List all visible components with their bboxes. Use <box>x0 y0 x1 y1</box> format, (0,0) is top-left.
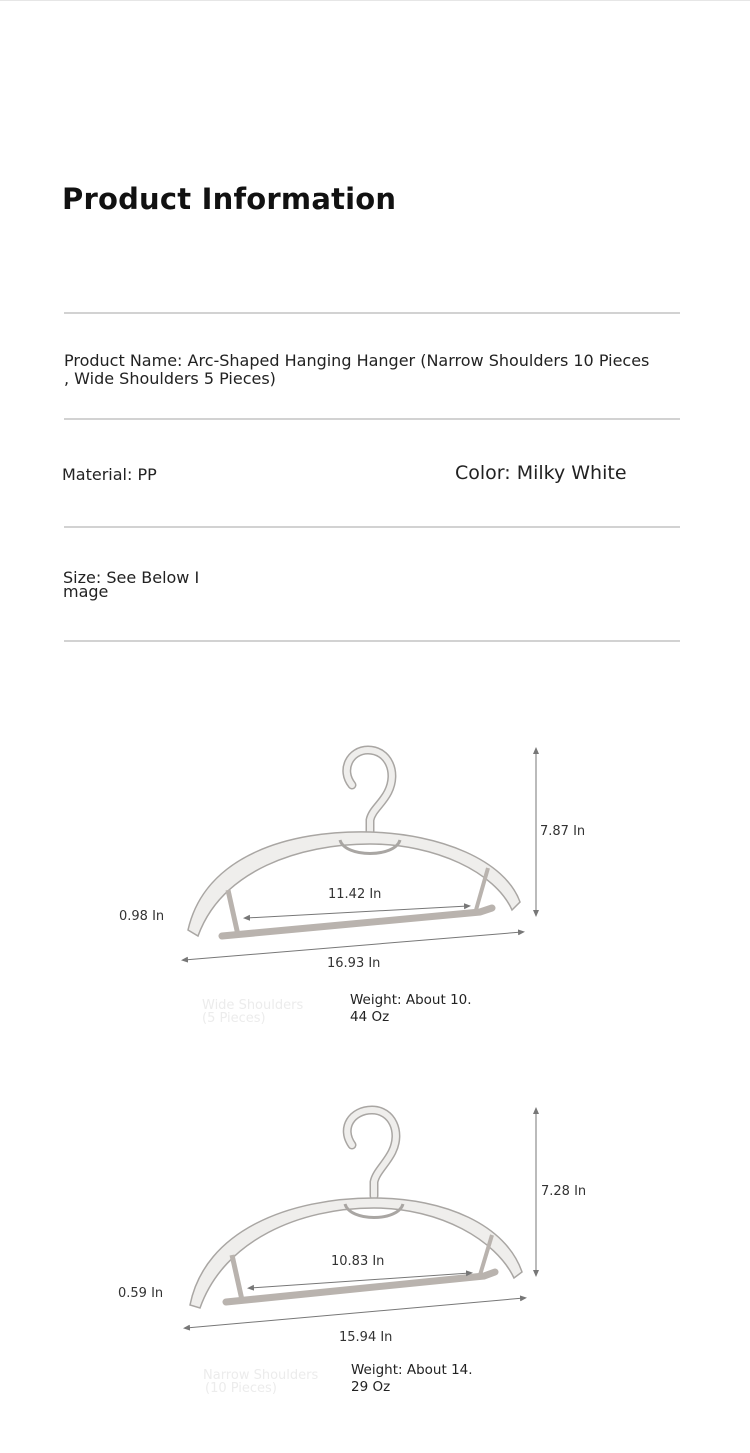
narrow-hanger-illustration <box>0 1100 750 1400</box>
divider <box>64 312 680 314</box>
weight-line-1: Weight: About 10. <box>350 992 472 1008</box>
material-label: Material: PP <box>62 465 157 484</box>
divider <box>64 640 680 642</box>
hanger-type-line-1: Wide Shoulders <box>202 998 304 1013</box>
height-dimension: 7.28 In <box>541 1184 587 1199</box>
inner-width-dimension: 11.42 In <box>328 887 382 902</box>
height-dimension: 7.87 In <box>540 824 586 839</box>
weight-line-1: Weight: About 14. <box>351 1362 473 1378</box>
thickness-dimension: 0.59 In <box>118 1286 164 1301</box>
page-title: Product Information <box>62 182 397 216</box>
total-width-dimension: 15.94 In <box>339 1330 393 1345</box>
color-label: Color: Milky White <box>455 462 627 484</box>
narrow-shoulder-hanger-figure <box>0 1100 750 1400</box>
thickness-dimension: 0.98 In <box>119 909 165 924</box>
inner-width-dimension: 10.83 In <box>331 1254 385 1269</box>
product-name-line-2: , Wide Shoulders 5 Pieces) <box>64 369 276 388</box>
size-label-line-1: Size: See Below I <box>63 568 200 587</box>
total-width-dimension: 16.93 In <box>327 956 381 971</box>
weight-line-2: 29 Oz <box>351 1379 391 1395</box>
divider <box>64 418 680 420</box>
top-divider <box>0 0 750 1</box>
size-label-line-2: mage <box>63 582 109 601</box>
weight-line-2: 44 Oz <box>350 1009 390 1025</box>
hanger-type-line-2: (5 Pieces) <box>202 1011 266 1026</box>
product-name-line-1: Product Name: Arc-Shaped Hanging Hanger (Narrow Shoulders 10 Pieces <box>64 351 650 370</box>
wide-shoulder-hanger-figure <box>0 740 750 1040</box>
hanger-type-line-1: Narrow Shoulders <box>203 1368 319 1383</box>
hanger-type-line-2: (10 Pieces) <box>205 1381 277 1396</box>
divider <box>64 526 680 528</box>
